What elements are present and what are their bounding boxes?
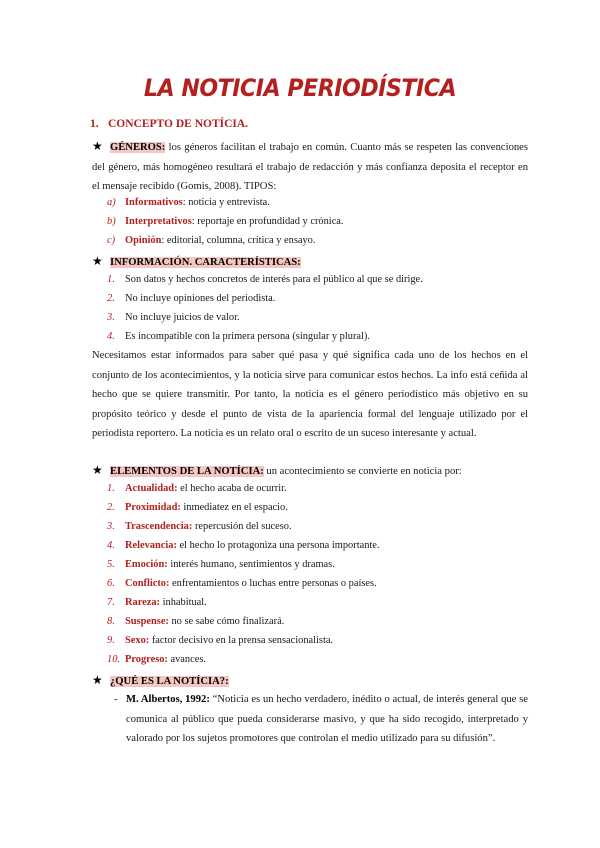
informacion-heading: INFORMACIÓN. CARACTERÍSTICAS: <box>110 257 301 268</box>
list-marker: 3. <box>107 521 115 532</box>
item-text: No incluye opiniones del periodista. <box>125 293 276 304</box>
list-marker: 3. <box>107 312 115 323</box>
list-marker: 2. <box>107 293 115 304</box>
list-item <box>107 329 370 345</box>
item-text: no se sabe cómo finalizará. <box>168 616 285 627</box>
list-item <box>107 214 344 230</box>
dash-marker: - <box>114 694 118 705</box>
list-item <box>107 576 377 592</box>
list-item <box>107 633 333 649</box>
elementos-heading-row <box>92 461 528 481</box>
item-keyword: Relevancia: <box>125 540 177 551</box>
document-title: LA NOTICIA PERIODÍSTICA <box>143 74 457 102</box>
list-item <box>107 652 206 668</box>
item-text: inmediatez en el espacio. <box>180 502 288 513</box>
item-text: No incluye juicios de valor. <box>125 312 240 323</box>
list-item <box>107 538 380 554</box>
item-text: : reportaje en profundidad y crónica. <box>191 216 344 227</box>
list-marker: 7. <box>107 597 115 608</box>
item-keyword: Informativos <box>125 197 183 208</box>
list-item <box>107 481 287 497</box>
list-marker: 8. <box>107 616 115 627</box>
list-item <box>107 233 315 249</box>
item-keyword: Trascendencia: <box>125 521 193 532</box>
list-marker: a) <box>107 197 116 208</box>
quote-text: “Noticia es un hecho verdadero, inédito o actual, de interés general que se comunica al público que pueda considerarse masivo, y que ha sido recogido, interpretado y valorado por los sujetos promotores que controlan el medio utilizado para su difusión”. <box>126 694 528 745</box>
list-marker: 1. <box>107 274 115 285</box>
list-marker: 4. <box>107 540 115 551</box>
list-item <box>107 310 240 326</box>
item-text: avances. <box>167 654 206 665</box>
quote-author: M. Albertos, 1992: <box>126 694 210 705</box>
list-item <box>107 614 284 630</box>
item-text: repercusión del suceso. <box>192 521 292 532</box>
item-keyword: Interpretativos <box>125 216 192 227</box>
list-item <box>107 500 288 516</box>
list-marker: 9. <box>107 635 115 646</box>
star-bullet-icon: ★ <box>92 673 103 687</box>
list-marker: b) <box>107 216 116 227</box>
star-bullet-icon: ★ <box>92 254 103 268</box>
list-marker: 4. <box>107 331 115 342</box>
que-es-heading-row <box>92 671 528 691</box>
item-keyword: Proximidad: <box>125 502 181 513</box>
informacion-heading-row <box>92 252 528 272</box>
list-item <box>107 519 292 535</box>
list-item <box>107 291 275 307</box>
list-item <box>107 195 270 211</box>
item-text: interés humano, sentimientos y dramas. <box>167 559 335 570</box>
elementos-heading: ELEMENTOS DE LA NOTÍCIA: <box>110 466 264 477</box>
item-text: Son datos y hechos concretos de interés para el público al que se dirige. <box>125 274 423 285</box>
section-number: 1. <box>90 118 99 130</box>
star-bullet-icon: ★ <box>92 463 103 477</box>
section-heading-concepto <box>90 118 248 130</box>
star-bullet-icon: ★ <box>92 139 103 153</box>
list-item <box>107 595 207 611</box>
item-keyword: Rareza: <box>125 597 161 608</box>
item-text: inhabitual. <box>160 597 207 608</box>
informacion-paragraph: Necesitamos estar informados para saber qué pasa y qué significa cada uno de los hechos en el conjunto de los acontecimientos, y la noticia sirve para comunicar estos hechos. La info está ceñida al hecho que se quiere transmitir. Por tanto, la noticia es el género periodístico más objetivo en su propósito teórico y desde el punto de vista de la apariencia formal del lenguaje utilizado por el periodista reportero. La noticia es un relato oral o escrito de un suceso interesante y actual. <box>92 350 528 440</box>
elementos-text: un acontecimiento se convierte en noticia por: <box>263 466 462 477</box>
section-title: CONCEPTO DE NOTÍCIA. <box>108 118 249 130</box>
list-marker: 5. <box>107 559 115 570</box>
generos-paragraph <box>92 137 528 197</box>
item-keyword: Emoción: <box>125 559 168 570</box>
item-text: el hecho acaba de ocurrir. <box>177 483 287 494</box>
que-es-heading: ¿QUÉ ES LA NOTÍCIA?: <box>110 676 229 687</box>
list-item <box>107 557 335 573</box>
item-text: Es incompatible con la primera persona (singular y plural). <box>125 331 370 342</box>
item-keyword: Actualidad: <box>125 483 178 494</box>
list-item <box>107 272 423 288</box>
item-text: el hecho lo protagoniza una persona importante. <box>176 540 380 551</box>
list-marker: 10. <box>107 654 120 665</box>
item-text: enfrentamientos o luchas entre personas o países. <box>169 578 377 589</box>
item-text: : editorial, columna, crítica y ensayo. <box>161 235 316 246</box>
definition-quote <box>114 690 528 749</box>
item-keyword: Opinión <box>125 235 162 246</box>
list-marker: 2. <box>107 502 115 513</box>
item-text: : noticia y entrevista. <box>182 197 270 208</box>
item-text: factor decisivo en la prensa sensacionalista. <box>149 635 334 646</box>
item-keyword: Conflicto: <box>125 578 170 589</box>
list-marker: 1. <box>107 483 115 494</box>
list-marker: c) <box>107 235 116 246</box>
list-marker: 6. <box>107 578 115 589</box>
generos-text: los géneros facilitan el trabajo en común. Cuanto más se respeten las convenciones del género, más homogéneo resultará el trabajo de redacción y más confianza deposita el receptor en el mensaje recibido (Gomis, 2008). TIPOS: <box>92 142 528 193</box>
item-keyword: Suspense: <box>125 616 169 627</box>
generos-heading: GÉNEROS: <box>110 142 166 153</box>
item-keyword: Sexo: <box>125 635 150 646</box>
item-keyword: Progreso: <box>125 654 168 665</box>
